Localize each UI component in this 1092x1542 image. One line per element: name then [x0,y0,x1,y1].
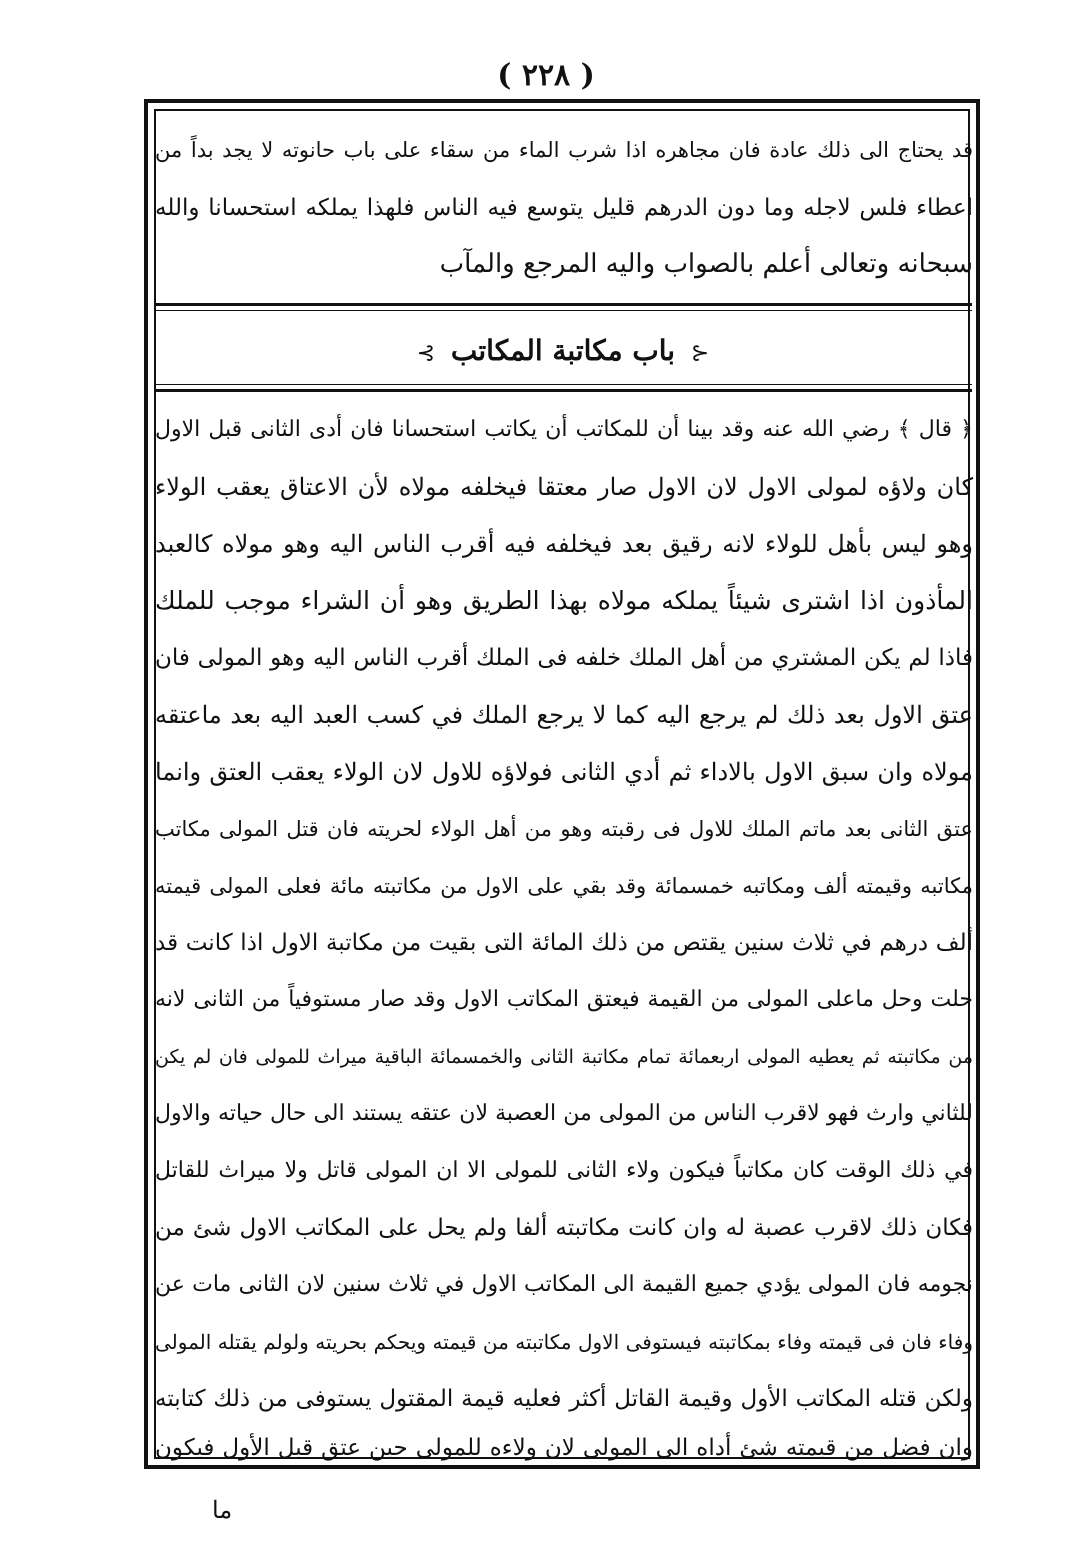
text-line: نجومه فان المولى يؤدي جميع القيمة الى المكاتب الاول في ثلاث سنين لان الثانى مات عن [155,1272,973,1297]
text-line: في ذلك الوقت كان مكاتباً فيكون ولاء الثانى للمولى الا ان المولى قاتل ولا ميراث للقاتل [155,1158,974,1183]
text-line: مولاه وان سبق الاول بالاداء ثم أدي الثانى فولاؤه للاول لان الولاء يعقب العتق وانما [155,758,973,786]
text-line: فكان ذلك لاقرب عصبة له وان كانت مكاتبته ألفا ولم يحل على المكاتب الاول شئ من [155,1215,973,1241]
divider-thick [154,389,972,392]
text-line: سبحانه وتعالى أعلم بالصواب واليه المرجع والمآب [439,249,973,279]
text-line: كان ولاؤه لمولى الاول لان الاول صار معتقا فيخلفه مولاه لأن الاعتاق يعقب الولاء [155,473,973,501]
section-heading-text: باب مكاتبة المكاتب [450,334,676,367]
text-line: وان فضل من قيمته شئ أداه الى المولى لان ولاءه للمولى حين عتق قبل الأول فيكون [155,1435,973,1461]
divider-thin [154,384,972,385]
text-line: ﴿ قال ﴾ رضي الله عنه وقد بينا أن للمكاتب أن يكاتب استحسانا فان أدى الثانى قبل الاول [155,417,973,442]
ornament-right-icon: ⊰ [690,341,710,366]
text-line: اعطاء فلس لاجله وما دون الدرهم قليل يتوسع فيه الناس فلهذا يملكه استحسانا والله [155,195,973,221]
divider-thin [154,310,972,311]
text-line: وفاء فان فى قيمته وفاء بمكاتبته فيستوفى الاول مكاتبته من قيمته ويحكم بحريته ولولم يقتله المولى [155,1330,973,1354]
text-line: ألف درهم في ثلاث سنين يقتص من ذلك المائة التى بقيت من مكاتبة الاول اذا كانت قد [155,930,973,956]
text-line: المأذون اذا اشترى شيئاً يملكه مولاه بهذا الطريق وهو أن الشراء موجب للملك [155,586,973,615]
ornament-left-icon: ⊱ [416,341,436,366]
text-line: للثاني وارث فهو لاقرب الناس من المولى من العصبة لان عتقه يستند الى حال حياته والاول [155,1101,973,1126]
text-line: من مكاتبته ثم يعطيه المولى اربعمائة تمام مكاتبة الثانى والخمسمائة الباقية ميراث للمولى فان لم يكن [155,1046,973,1068]
section-heading [154,326,972,376]
text-line: عتق الثانى بعد ماتم الملك للاول فى رقبته وهو من أهل الولاء لحريته فان قتل المولى مكاتب [155,817,973,841]
text-line: قد يحتاج الى ذلك عادة فان مجاهره اذا شرب الماء من سقاء على باب حانوته لا يجد بداً من [155,138,973,162]
text-line: عتق الاول بعد ذلك لم يرجع اليه كما لا يرجع الملك في كسب العبد اليه بعد ماعتقه [155,701,973,729]
divider-thick [154,303,972,306]
text-line: ولكن قتله المكاتب الأول وقيمة القاتل أكثر فعليه قيمة المقتول يستوفى من ذلك كتابته [155,1386,973,1412]
text-line: فاذا لم يكن المشتري من أهل الملك خلفه فى الملك أقرب الناس اليه وهو المولى فان [155,645,973,671]
text-line: وهو ليس بأهل للولاء لانه رقيق بعد فيخلفه فيه أقرب الناس اليه وهو مولاه كالعبد [155,530,973,558]
page-number: ( ٢٢٨ ) [497,58,595,93]
catchword: ما [212,1496,233,1524]
text-line: حلت وحل ماعلى المولى من القيمة فيعتق المكاتب الاول وقد صار مستوفياً من الثانى لانه [155,987,973,1012]
text-line: مكاتبه وقيمته ألف ومكاتبه خمسمائة وقد بقي على الاول من مكاتبته مائة فعلى المولى قيمته [155,874,973,898]
